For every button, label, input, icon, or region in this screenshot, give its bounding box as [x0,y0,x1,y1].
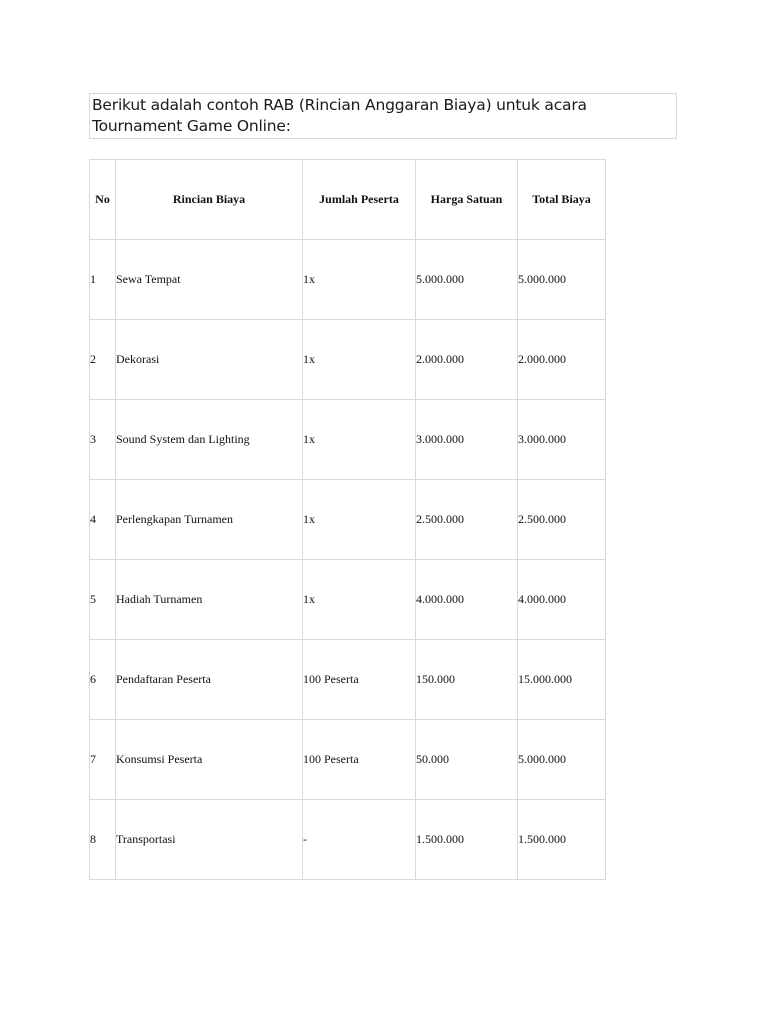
cell-jumlah: 1x [303,240,416,320]
cell-jumlah: 1x [303,320,416,400]
cell-no: 7 [90,720,116,800]
cell-no: 8 [90,800,116,880]
cell-total: 15.000.000 [518,640,606,720]
cell-jumlah: 100 Peserta [303,720,416,800]
header-no: No [90,160,116,240]
cell-total: 3.000.000 [518,400,606,480]
cell-harga: 5.000.000 [416,240,518,320]
table-header-row [90,160,606,240]
table-row [90,240,606,320]
cell-rincian: Sound System dan Lighting [116,400,303,480]
cell-jumlah: 100 Peserta [303,640,416,720]
cell-no: 5 [90,560,116,640]
cell-no: 1 [90,240,116,320]
cell-harga: 2.000.000 [416,320,518,400]
cell-harga: 150.000 [416,640,518,720]
cell-total: 2.000.000 [518,320,606,400]
cell-harga: 50.000 [416,720,518,800]
cell-rincian: Pendaftaran Peserta [116,640,303,720]
cell-total: 4.000.000 [518,560,606,640]
cell-no: 4 [90,480,116,560]
cell-harga: 2.500.000 [416,480,518,560]
table-row [90,640,606,720]
rab-table [89,159,606,880]
cell-no: 6 [90,640,116,720]
header-jumlah-peserta: Jumlah Peserta [303,160,416,240]
cell-no: 3 [90,400,116,480]
cell-total: 2.500.000 [518,480,606,560]
cell-rincian: Perlengkapan Turnamen [116,480,303,560]
header-total-biaya: Total Biaya [518,160,606,240]
cell-harga: 3.000.000 [416,400,518,480]
cell-total: 5.000.000 [518,240,606,320]
cell-jumlah: 1x [303,560,416,640]
cell-rincian: Hadiah Turnamen [116,560,303,640]
header-harga-satuan: Harga Satuan [416,160,518,240]
table-row [90,480,606,560]
cell-jumlah: 1x [303,400,416,480]
cell-rincian: Konsumsi Peserta [116,720,303,800]
cell-total: 5.000.000 [518,720,606,800]
cell-harga: 4.000.000 [416,560,518,640]
cell-rincian: Dekorasi [116,320,303,400]
header-rincian-biaya: Rincian Biaya [116,160,303,240]
cell-rincian: Transportasi [116,800,303,880]
cell-rincian: Sewa Tempat [116,240,303,320]
cell-harga: 1.500.000 [416,800,518,880]
cell-total: 1.500.000 [518,800,606,880]
table-row [90,720,606,800]
table-row [90,800,606,880]
cell-jumlah: 1x [303,480,416,560]
cell-no: 2 [90,320,116,400]
cell-jumlah: - [303,800,416,880]
table-row [90,320,606,400]
intro-paragraph: Berikut adalah contoh RAB (Rincian Anggaran Biaya) untuk acara Tournament Game Online: [89,93,677,139]
table-row [90,560,606,640]
table-row [90,400,606,480]
